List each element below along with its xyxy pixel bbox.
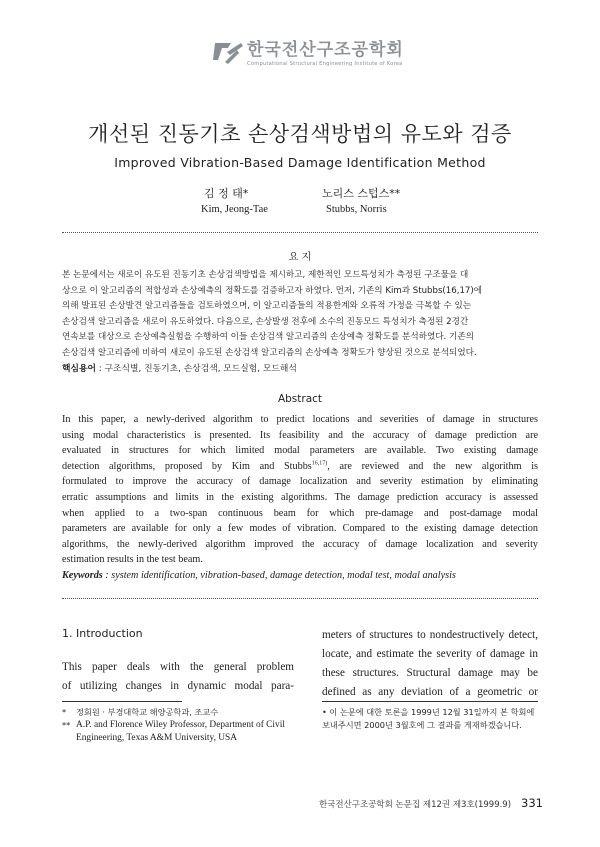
english-abstract-line: estimation results in the test beam. <box>62 554 203 566</box>
english-abstract-line: parameters are available for only a few modes of vibration. Compared to the existing damage detection <box>62 523 538 535</box>
introduction-right-column <box>322 626 538 702</box>
korean-keywords-label: 핵심용어 <box>62 364 96 374</box>
journal-citation: 한국전산구조공학회 논문집 제12권 제3호(1999.9) <box>318 800 512 810</box>
english-abstract-line-with-ref <box>62 459 538 475</box>
korean-keywords-list: 구조식별, 진동기초, 손상검색, 모드실험, 모드해석 <box>104 364 297 374</box>
english-abstract-line: formulated to improve the accuracy of damage localization and severity estimation by eliminating <box>62 476 538 488</box>
english-abstract-heading: Abstract <box>277 393 323 405</box>
korean-abstract-heading: 요 지 <box>288 252 312 263</box>
body-text-line: these structures. Structural damage may be <box>322 667 538 679</box>
paper-title-english: Improved Vibration-Based Damage Identification Method <box>114 155 486 170</box>
author-2-korean: 노리스 스텁스** <box>322 187 401 200</box>
korean-abstract-line: 상으로 이 알고리즘의 적합성과 손상예측의 정확도를 검증하고자 하였다. 먼저, 기존의 Kim과 Stubbs(16,17)에 <box>62 285 483 296</box>
footnote-rule-right <box>322 701 538 702</box>
body-text-line: locate, and estimate the severity of damage in <box>322 648 538 660</box>
footnote-rule-left <box>62 701 182 702</box>
english-keywords: Keywords : system identification, vibration-based, damage detection, modal test, modal analysis <box>62 570 456 581</box>
body-text-line: This paper deals with the general problem <box>62 661 294 673</box>
korean-abstract-line: 의해 발표된 손상발견 알고리즘들을 검토하였으며, 이 알고리즘들의 적용한계와 오류적 가정을 극복할 수 있는 <box>62 301 472 312</box>
english-abstract-line: algorithms, the newly-derived algorithm improved the accuracy of damage localization and severity <box>62 538 538 550</box>
english-abstract-line: when applied to a two-span continuous beam for which pre-damage and post-damage modal <box>62 507 538 519</box>
english-abstract-line-tail: , are reviewed and the new algorithm is <box>327 460 538 472</box>
reference-superscript: 16,17) <box>311 460 328 467</box>
korean-keywords: 핵심용어 : 구조식별, 진동기초, 손상검색, 모드실험, 모드해석 <box>62 364 297 374</box>
korean-abstract-line: 연속보를 대상으로 손상예측실험을 수행하여 이들 손상검색 알고리즘의 손상예측 정확도를 분석하였다. 기존의 <box>62 332 474 343</box>
footnote-discussion-notice: • 이 논문에 대한 토론을 1999년 12월 31일까지 본 학회에 보내주시면 2000년 3월호에 그 결과를 게재하겠습니다. <box>322 707 535 730</box>
author-2-english: Stubbs, Norris <box>326 204 387 215</box>
footnote-item <box>62 706 294 719</box>
english-abstract-line: evaluated in structures for which limited modal parameters are available. Two existing damage <box>62 445 538 457</box>
english-abstract-line: using modal characteristics is presented. Its feasibility and the accuracy of damage prediction are <box>62 429 538 441</box>
korean-abstract-line: 본 논문에서는 새로이 유도된 진동기초 손상검색방법을 제시하고, 제한적인 모드특성치가 측정된 구조물을 대 <box>62 270 469 280</box>
body-text-line: of utilizing changes in dynamic modal para- <box>62 680 294 692</box>
english-abstract-body <box>62 412 538 568</box>
footnote-text: A.P. and Florence Wiley Professor, Department of Civil Engineering, Texas A&M University, USA <box>76 720 285 743</box>
introduction-left-column <box>62 658 294 696</box>
author-1-english: Kim, Jeong-Tae <box>201 204 268 215</box>
page-number: 331 <box>521 796 543 810</box>
korean-abstract-line: 손상검색 알고리즘을 새로이 유도하였다. 다음으로, 손상발생 전후에 소수의 진동모드 특성치가 측정된 2경간 <box>62 316 469 327</box>
english-abstract-line: detection algorithms, proposed by Kim and Stubbs <box>62 460 312 472</box>
korean-abstract-line: 손상검색 알고리즘에 비하여 새로이 유도된 손상검색 알고리즘의 손상예측 정확도가 향상된 것으로 분석되었다. <box>62 347 477 358</box>
paper-title-korean: 개선된 진동기초 손상검색방법의 유도와 검증 <box>88 122 512 146</box>
korean-abstract-body <box>62 268 538 362</box>
english-abstract-line: erratic assumptions and limits in the existing algorithms. The damage prediction accuracy is assessed <box>62 491 538 503</box>
footnote-text: 정회원 · 부경대학교 해양공학과, 조교수 <box>76 707 219 717</box>
divider-dotted-top <box>62 232 538 233</box>
english-keywords-label: Keywords <box>62 570 103 581</box>
footnote-marker: * <box>62 707 67 717</box>
body-text-line: meters of structures to nondestructively detect, <box>322 629 538 641</box>
footnotes-author-affiliations <box>62 706 294 745</box>
english-abstract-line: In this paper, a newly-derived algorithm to predict locations and severities of damage in structures <box>62 414 538 425</box>
body-text-line: defined as any deviation of a geometric or <box>322 686 538 698</box>
divider-dotted-bottom <box>62 598 538 599</box>
footnote-marker: ** <box>62 720 71 730</box>
society-name-english: Computational Structural Engineering Institute of Korea <box>247 61 403 67</box>
english-keywords-list: system identification, vibration-based, damage detection, modal test, modal analysis <box>111 570 456 581</box>
society-logo <box>213 40 404 74</box>
author-1-korean: 김 정 태* <box>204 187 249 200</box>
society-name-korean: 한국전산구조공학회 <box>247 40 404 60</box>
society-logo-icon <box>213 40 243 66</box>
footnote-item <box>62 719 294 745</box>
section-heading-introduction: 1. Introduction <box>62 627 143 640</box>
page-footer <box>319 796 543 810</box>
